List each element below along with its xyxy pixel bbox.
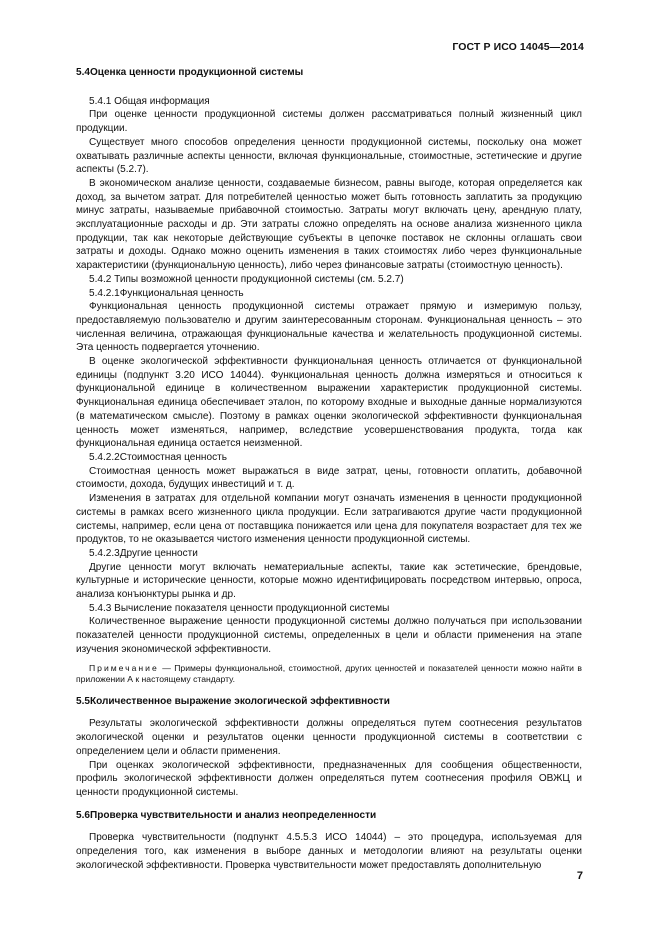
paragraph: При оценках экологической эффективности, предназначенных для сообщения общественности, профиль экологической эффективности должен определяться путем соотнесения профиля ОВЖЦ и ценности продукционной системы. bbox=[76, 759, 582, 798]
standard-header: ГОСТ Р ИСО 14045—2014 bbox=[452, 41, 584, 53]
note-text: — Примеры функциональной, стоимостной, других ценностей и показателей ценности можно найти в приложении А к настоящему стандарту. bbox=[76, 662, 582, 685]
paragraph: При оценке ценности продукционной системы должен рассматриваться полный жизненный цикл продукции. bbox=[76, 109, 582, 135]
page-content bbox=[76, 66, 582, 872]
subsection-5-4-2-title: 5.4.2 Типы возможной ценности продукционной системы (см. 5.2.7) bbox=[89, 273, 404, 285]
note bbox=[76, 663, 582, 686]
section-heading-5-6: 5.6Проверка чувствительности и анализ неопределенности bbox=[76, 809, 377, 821]
paragraph: Существует много способов определения ценности продукционной системы, поскольку она может охватывать различные аспекты ценности, включая функциональные, стоимостные, эстетические и другие аспекты (5.2.7). bbox=[76, 136, 582, 176]
subsection-5-4-2-3-title: 5.4.2.3Другие ценности bbox=[89, 547, 198, 559]
paragraph: Другие ценности могут включать нематериальные аспекты, такие как эстетические, брендовые, культурные и исторические ценности, которые можно идентифицировать посредством интервью, опроса, анализа конъюнктуры рынка и др. bbox=[76, 561, 582, 601]
paragraph: Функциональная ценность продукционной системы отражает прямую и измеримую пользу, предоставляемую пользователю и другим заинтересованным сторонам. Функциональная ценность – это численная величина, отражающая функциональные качества и желательность продукционной системы. Эта ценность подвергается уточнению. bbox=[76, 301, 582, 354]
paragraph: Результаты экологической эффективности должны определяться путем соотнесения результатов экологической оценки и результатов оценки ценности продукционной системы в соответствии с определением цели и области применения. bbox=[76, 718, 582, 757]
page-number: 7 bbox=[576, 870, 583, 882]
paragraph: Стоимостная ценность может выражаться в виде затрат, цены, готовности оплатить, добавочной стоимости, дохода, будущих инвестиций и т. д. bbox=[76, 465, 582, 491]
section-heading-5-5: 5.5Количественное выражение экологической эффективности bbox=[76, 695, 390, 707]
note-label: Примечание bbox=[89, 662, 159, 673]
section-heading-5-4: 5.4Оценка ценности продукционной системы bbox=[76, 67, 304, 78]
subsection-5-4-1-title: 5.4.1 Общая информация bbox=[89, 95, 210, 107]
subsection-5-4-2-1-title: 5.4.2.1Функциональная ценность bbox=[89, 287, 244, 299]
paragraph: Проверка чувствительности (подпункт 4.5.5.3 ИСО 14044) – это процедура, используемая для определения того, как изменения в выборе данных и методологии влияют на результаты оценки экологической эффективности. Проверка чувствительности может предоставлять дополнительную bbox=[76, 832, 582, 871]
paragraph: Количественное выражение ценности продукционной системы должно получаться при использовании показателей ценности продукционной системы, определенных в цели и области применения на этапе изучения экономической эффективности. bbox=[76, 616, 582, 655]
paragraph: В оценке экологической эффективности функциональная ценность отличается от функциональной единицы (подпункт 3.20 ИСО 14044). Функциональная ценность должна измеряться и относиться к функциональной единице в количественном выражении характеристик продукционной системы. Функциональная единица обеспечивает эталон, по которому входные и выходные данные нормализуются (в математическом смысле). Поэтому в рамках оценки экологической эффективности функциональная ценность может изменяться, например, вследствие усовершенствования продукта, тогда как функциональная единица остается неизменной. bbox=[76, 356, 582, 450]
paragraph: Изменения в затратах для отдельной компании могут означать изменения в ценности продукционной системы в рамках всего жизненного цикла продукции. Если затрагиваются другие части продукционной системы, например, если цена от поставщика понижается или цена для покупателя возрастает для тех же продуктов, то не оказывается чистого изменения ценности продукционной системы. bbox=[76, 493, 582, 546]
paragraph: В экономическом анализе ценности, создаваемые бизнесом, равны выгоде, которая определяется как доход, за вычетом затрат. Для потребителей ценностью может быть готовность заплатить за продукцию минус затраты, называемые прибавочной стоимостью. Затраты могут включать цену, арендную плату, эксплуатационные расходы и др. Эти затраты сложно определять на основе анализа жизненного цикла продукции, так как некоторые действующие субъекты в цепочке поставок не склонны оглашать свои затраты и доходы. Однако можно оценить изменения в таких стоимостях либо через функциональные характеристики (функциональную ценность), либо через финансовые затраты (стоимостную ценность). bbox=[76, 177, 582, 272]
subsection-5-4-2-2-title: 5.4.2.2Стоимостная ценность bbox=[89, 451, 227, 463]
subsection-5-4-3-title: 5.4.3 Вычисление показателя ценности продукционной системы bbox=[89, 602, 390, 614]
